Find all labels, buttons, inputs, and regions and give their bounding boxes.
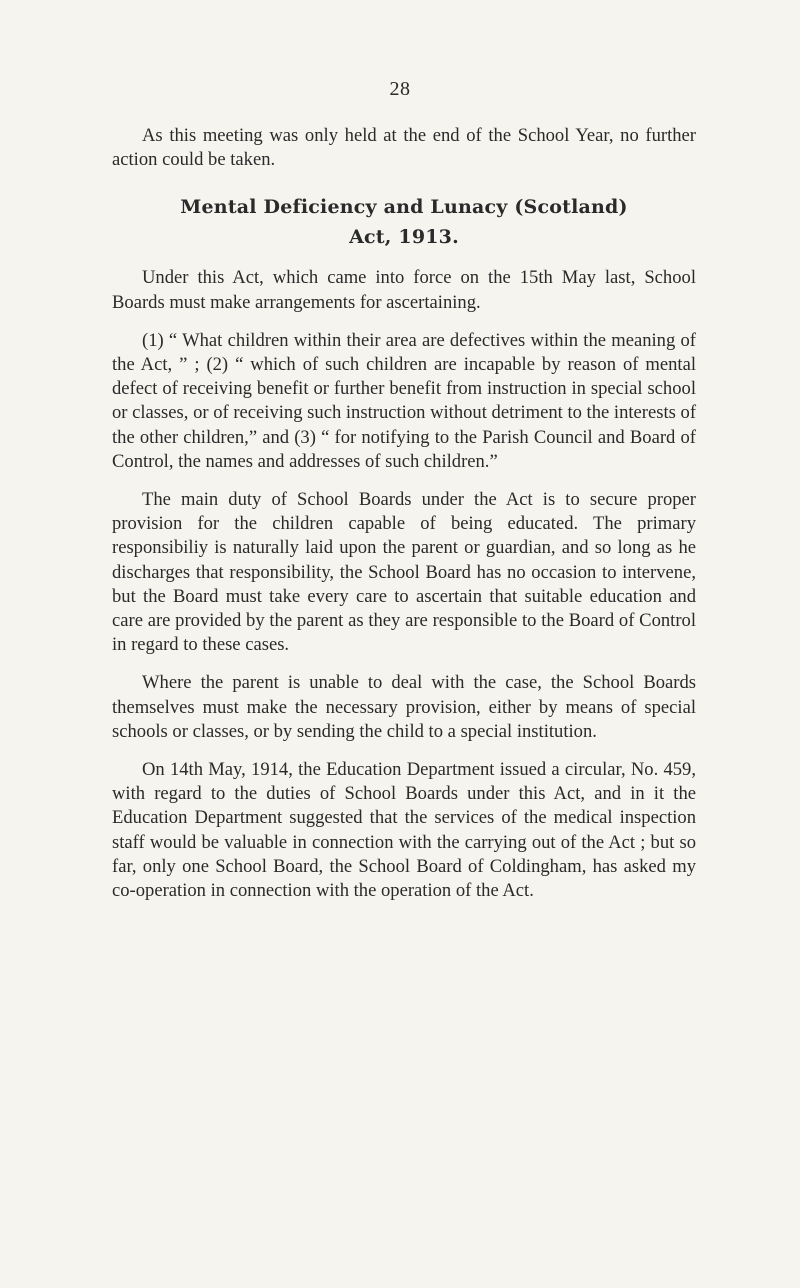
paragraph-gap [112,657,696,671]
page-number: 28 [389,78,411,100]
paragraph-circular: On 14th May, 1914, the Education Department issued a circular, No. 459, with regard to the duties of School Boards under this Act, and in it the Education Department suggested that the services of the medical inspection staff would be valuable in connection with the carrying out of the Act ; but so far, only one School Board, the School Board of Coldingham, has asked my co-operation in connection with the operation of the Act. [112,759,696,902]
paragraph-act-intro: Under this Act, which came into force on the 15th May last, School Boards must make arrangements for ascertaining. [112,267,696,313]
document-body [112,124,696,903]
paragraph-main-duty: The main duty of School Boards under the Act is to secure proper provision for the children capable of being educated. The primary responsibiliy is naturally laid upon the parent or guardian, and so long as he discharges that responsibility, the School Board has no occasion to intervene, but the Board must take every care to ascertain that suitable education and care are provided by the parent as they are responsible to the Board of Control in regard to these cases. [112,489,696,656]
paragraph-requirements: (1) “ What children within their area are defectives within the meaning of the Act, ” ; (2) “ which of such children are incapable by reason of mental defect of receiving benefit or further benefit from instruction in special school or classes, or of receiving such instruction without detriment to the interests of the other children,” and (3) “ for notifying to the Parish Council and Board of Control, the names and addresses of such children.” [112,329,697,472]
section-heading-line-1: Mental Deficiency and Lunacy (Scotland) [180,196,628,219]
paragraph-gap [112,744,696,758]
paragraph-gap [112,474,696,488]
section-heading-line-2: Act, 1913. [349,226,459,249]
paragraph-parent-unable: Where the parent is unable to deal with the case, the School Boards themselves must make the necessary provision, either by means of special schools or classes, or by sending the child to a special institution. [112,672,696,742]
paragraph-gap [112,315,696,329]
section-heading [112,192,696,252]
intro-paragraph: As this meeting was only held at the end of the School Year, no further action could be taken. [112,125,696,171]
